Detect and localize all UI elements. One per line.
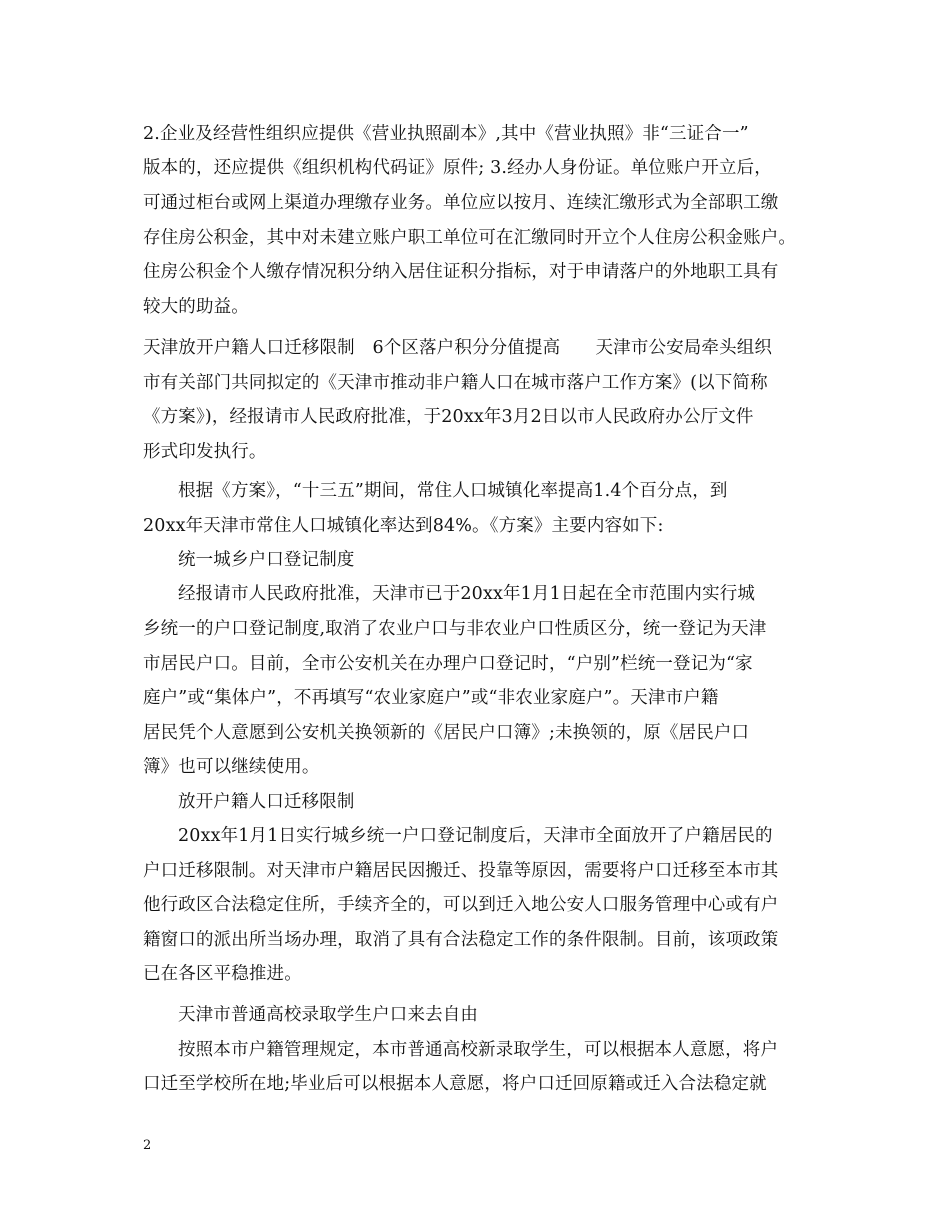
text-line: 庭户”或“集体户”，不再填写“农业家庭户”或“非农业家庭户”。天津市户籍 <box>143 688 719 708</box>
text-line: 2.企业及经营性组织应提供《营业执照副本》,其中《营业执照》非“三证合一” <box>143 124 749 144</box>
text-line: 已在各区平稳推进。 <box>143 964 302 984</box>
text-line: 住房公积金个人缴存情况积分纳入居住证积分指标，对于申请落户的外地职工具有 <box>143 262 779 282</box>
section-heading: 天津放开户籍人口迁移限制 6个区落户积分分值提高 天津市公安局牵头组织 <box>143 338 773 358</box>
text-line: 较大的助益。 <box>143 297 249 317</box>
text-line: 居民凭个人意愿到公安机关换领新的《居民户口簿》;未换领的，原《居民户口 <box>143 723 750 743</box>
page-number: 2 <box>143 1138 152 1153</box>
text-line: 乡统一的户口登记制度,取消了农业户口与非农业户口性质区分，统一登记为天津 <box>143 619 767 639</box>
text-line: 籍窗口的派出所当场办理，取消了具有合法稳定工作的条件限制。目前，该项政策 <box>143 930 779 950</box>
text-line: 20xx年天津市常住人口城镇化率达到84%。《方案》主要内容如下: <box>143 516 664 536</box>
text-line: 《方案》)，经报请市人民政府批准，于20xx年3月2日以市人民政府办公厅文件 <box>143 407 754 427</box>
subheading: 放开户籍人口迁移限制 <box>178 792 355 812</box>
text-line: 市有关部门共同拟定的《天津市推动非户籍人口在城市落户工作方案》(以下简称 <box>143 373 768 393</box>
text-line: 市居民户口。目前，全市公安机关在办理户口登记时，“户别”栏统一登记为“家 <box>143 654 753 674</box>
text-line: 形式印发执行。 <box>143 442 267 462</box>
text-line: 存住房公积金，其中对未建立账户职工单位可在汇缴同时开立个人住房公积金账户。 <box>143 228 797 248</box>
text-line: 按照本市户籍管理规定，本市普通高校新录取学生，可以根据本人意愿，将户 <box>178 1040 779 1060</box>
text-line: 版本的，还应提供《组织机构代码证》原件; 3.经办人身份证。单位账户开立后， <box>143 158 772 178</box>
text-line: 户口迁移限制。对天津市户籍居民因搬迁、投靠等原因，需要将户口迁移至本市其 <box>143 861 779 881</box>
text-line: 根据《方案》，“十三五”期间，常住人口城镇化率提高1.4个百分点，到 <box>178 481 728 501</box>
text-line: 20xx年1月1日实行城乡统一户口登记制度后，天津市全面放开了户籍居民的 <box>178 826 773 846</box>
subheading: 统一城乡户口登记制度 <box>178 550 355 570</box>
subheading: 天津市普通高校录取学生户口来去自由 <box>178 1005 479 1025</box>
text-line: 簿》也可以继续使用。 <box>143 757 320 777</box>
text-line: 口迁至学校所在地;毕业后可以根据本人意愿，将户口迁回原籍或迁入合法稳定就 <box>143 1074 767 1094</box>
text-line: 可通过柜台或网上渠道办理缴存业务。单位应以按月、连续汇缴形式为全部职工缴 <box>143 193 779 213</box>
text-line: 他行政区合法稳定住所，手续齐全的，可以到迁入地公安人口服务管理中心或有户 <box>143 895 779 915</box>
text-line: 经报请市人民政府批准，天津市已于20xx年1月1日起在全市范围内实行城 <box>178 584 756 604</box>
